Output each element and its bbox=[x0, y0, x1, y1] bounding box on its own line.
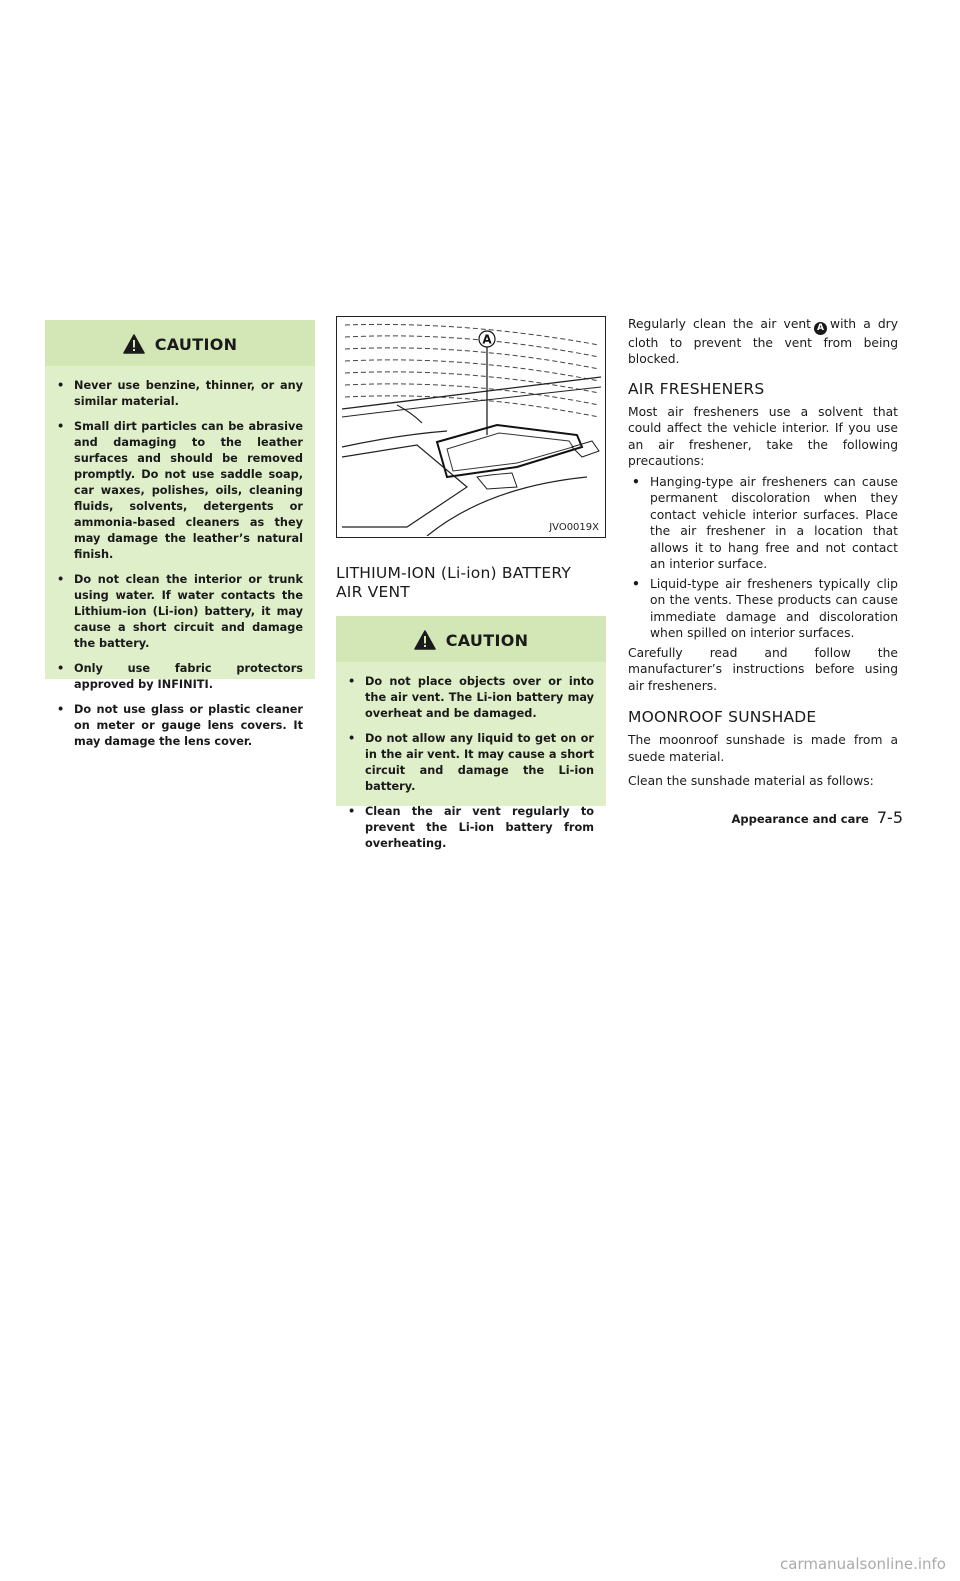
caution-item: • Only use fabric protectors approved by INFINITI. bbox=[57, 662, 303, 691]
bullet: • bbox=[348, 732, 356, 745]
bullet: • bbox=[632, 474, 640, 489]
battery-vent-heading: LITHIUM-ION (Li-ion) BATTERY AIR VENT bbox=[336, 564, 572, 601]
watermark: carmanualsonline.info bbox=[780, 1555, 946, 1573]
bullet: • bbox=[348, 675, 356, 688]
bullet: • bbox=[57, 573, 65, 586]
battery-caution-list bbox=[348, 674, 594, 852]
air-vent-illustration bbox=[336, 316, 606, 538]
caution-item: • Do not allow any liquid to get on or in the air vent. It may cause a short circuit and damage the Li-ion battery. bbox=[348, 732, 594, 793]
bullet: • bbox=[348, 805, 356, 818]
moonroof-text: Clean the sunshade material as follows: bbox=[628, 774, 874, 789]
figure-code: JVO0019X bbox=[549, 522, 599, 533]
caution-title: CAUTION bbox=[445, 630, 529, 650]
caution-header bbox=[45, 320, 315, 366]
leather-caution-list bbox=[57, 378, 303, 750]
list-item: • Liquid-type air fresheners typically clip on the vents. These products can cause immediate damage and discoloration when spilled on interior surfaces. bbox=[632, 576, 898, 641]
bullet: • bbox=[632, 576, 640, 591]
caution-item: • Do not use glass or plastic cleaner on meter or gauge lens covers. It may damage the lens cover. bbox=[57, 703, 303, 748]
warning-icon bbox=[414, 630, 436, 650]
page-footer bbox=[731, 808, 903, 827]
bullet: • bbox=[57, 662, 65, 675]
moonroof-heading: MOONROOF SUNSHADE bbox=[628, 708, 817, 727]
caution-item: • Do not place objects over or into the air vent. The Li-ion battery may overheat and be damaged. bbox=[348, 675, 594, 720]
footer-section-title: Appearance and care bbox=[731, 812, 869, 826]
leather-caution-box bbox=[45, 320, 315, 748]
figure-marker: A bbox=[482, 332, 492, 347]
middle-column bbox=[336, 316, 606, 850]
caution-title: CAUTION bbox=[154, 334, 238, 354]
caution-item: • Small dirt particles can be abrasive and damaging to the leather surfaces and should be removed promptly. Do not use saddle soap, car waxes, polishes, oils, cleaning fluids, solvents, detergents or ammonia-based cleaners as they may damage the leather’s natural finish. bbox=[57, 420, 303, 561]
vent-cleaning-text: Regularly clean the air vent A with a dry cloth to prevent the vent from being blocked. bbox=[628, 317, 898, 367]
warning-icon bbox=[123, 334, 145, 354]
right-column bbox=[628, 316, 898, 790]
bullet: • bbox=[57, 703, 65, 716]
caution-item: • Clean the air vent regularly to prevent the Li-ion battery from overheating. bbox=[348, 805, 594, 850]
air-fresheners-list bbox=[628, 474, 898, 642]
air-fresheners-intro: Most air fresheners use a solvent that could affect the vehicle interior. If you use an air freshener, take the following precautions: bbox=[628, 404, 898, 469]
vent-marker: A bbox=[814, 322, 827, 335]
bullet: • bbox=[57, 420, 65, 433]
list-item: • Hanging-type air fresheners can cause permanent discoloration when they contact vehicle interior surfaces. Place the air freshener in a location that allows it to hang free and not contact an interior surface. bbox=[632, 474, 898, 572]
caution-item: • Never use benzine, thinner, or any similar material. bbox=[57, 379, 303, 408]
air-fresheners-outro: Carefully read and follow the manufacturer’s instructions before using air fresheners. bbox=[628, 645, 898, 693]
air-fresheners-heading: AIR FRESHENERS bbox=[628, 379, 765, 398]
vent-drawing bbox=[337, 317, 604, 536]
caution-header bbox=[336, 616, 606, 662]
page-number: 7-5 bbox=[876, 808, 903, 827]
battery-caution-box bbox=[336, 616, 606, 850]
caution-item: • Do not clean the interior or trunk using water. If water contacts the Lithium-ion (Li-ion) battery, it may cause a short circuit and damage the battery. bbox=[57, 573, 303, 650]
moonroof-text: The moonroof sunshade is made from a suede material. bbox=[628, 733, 898, 764]
bullet: • bbox=[57, 379, 65, 392]
